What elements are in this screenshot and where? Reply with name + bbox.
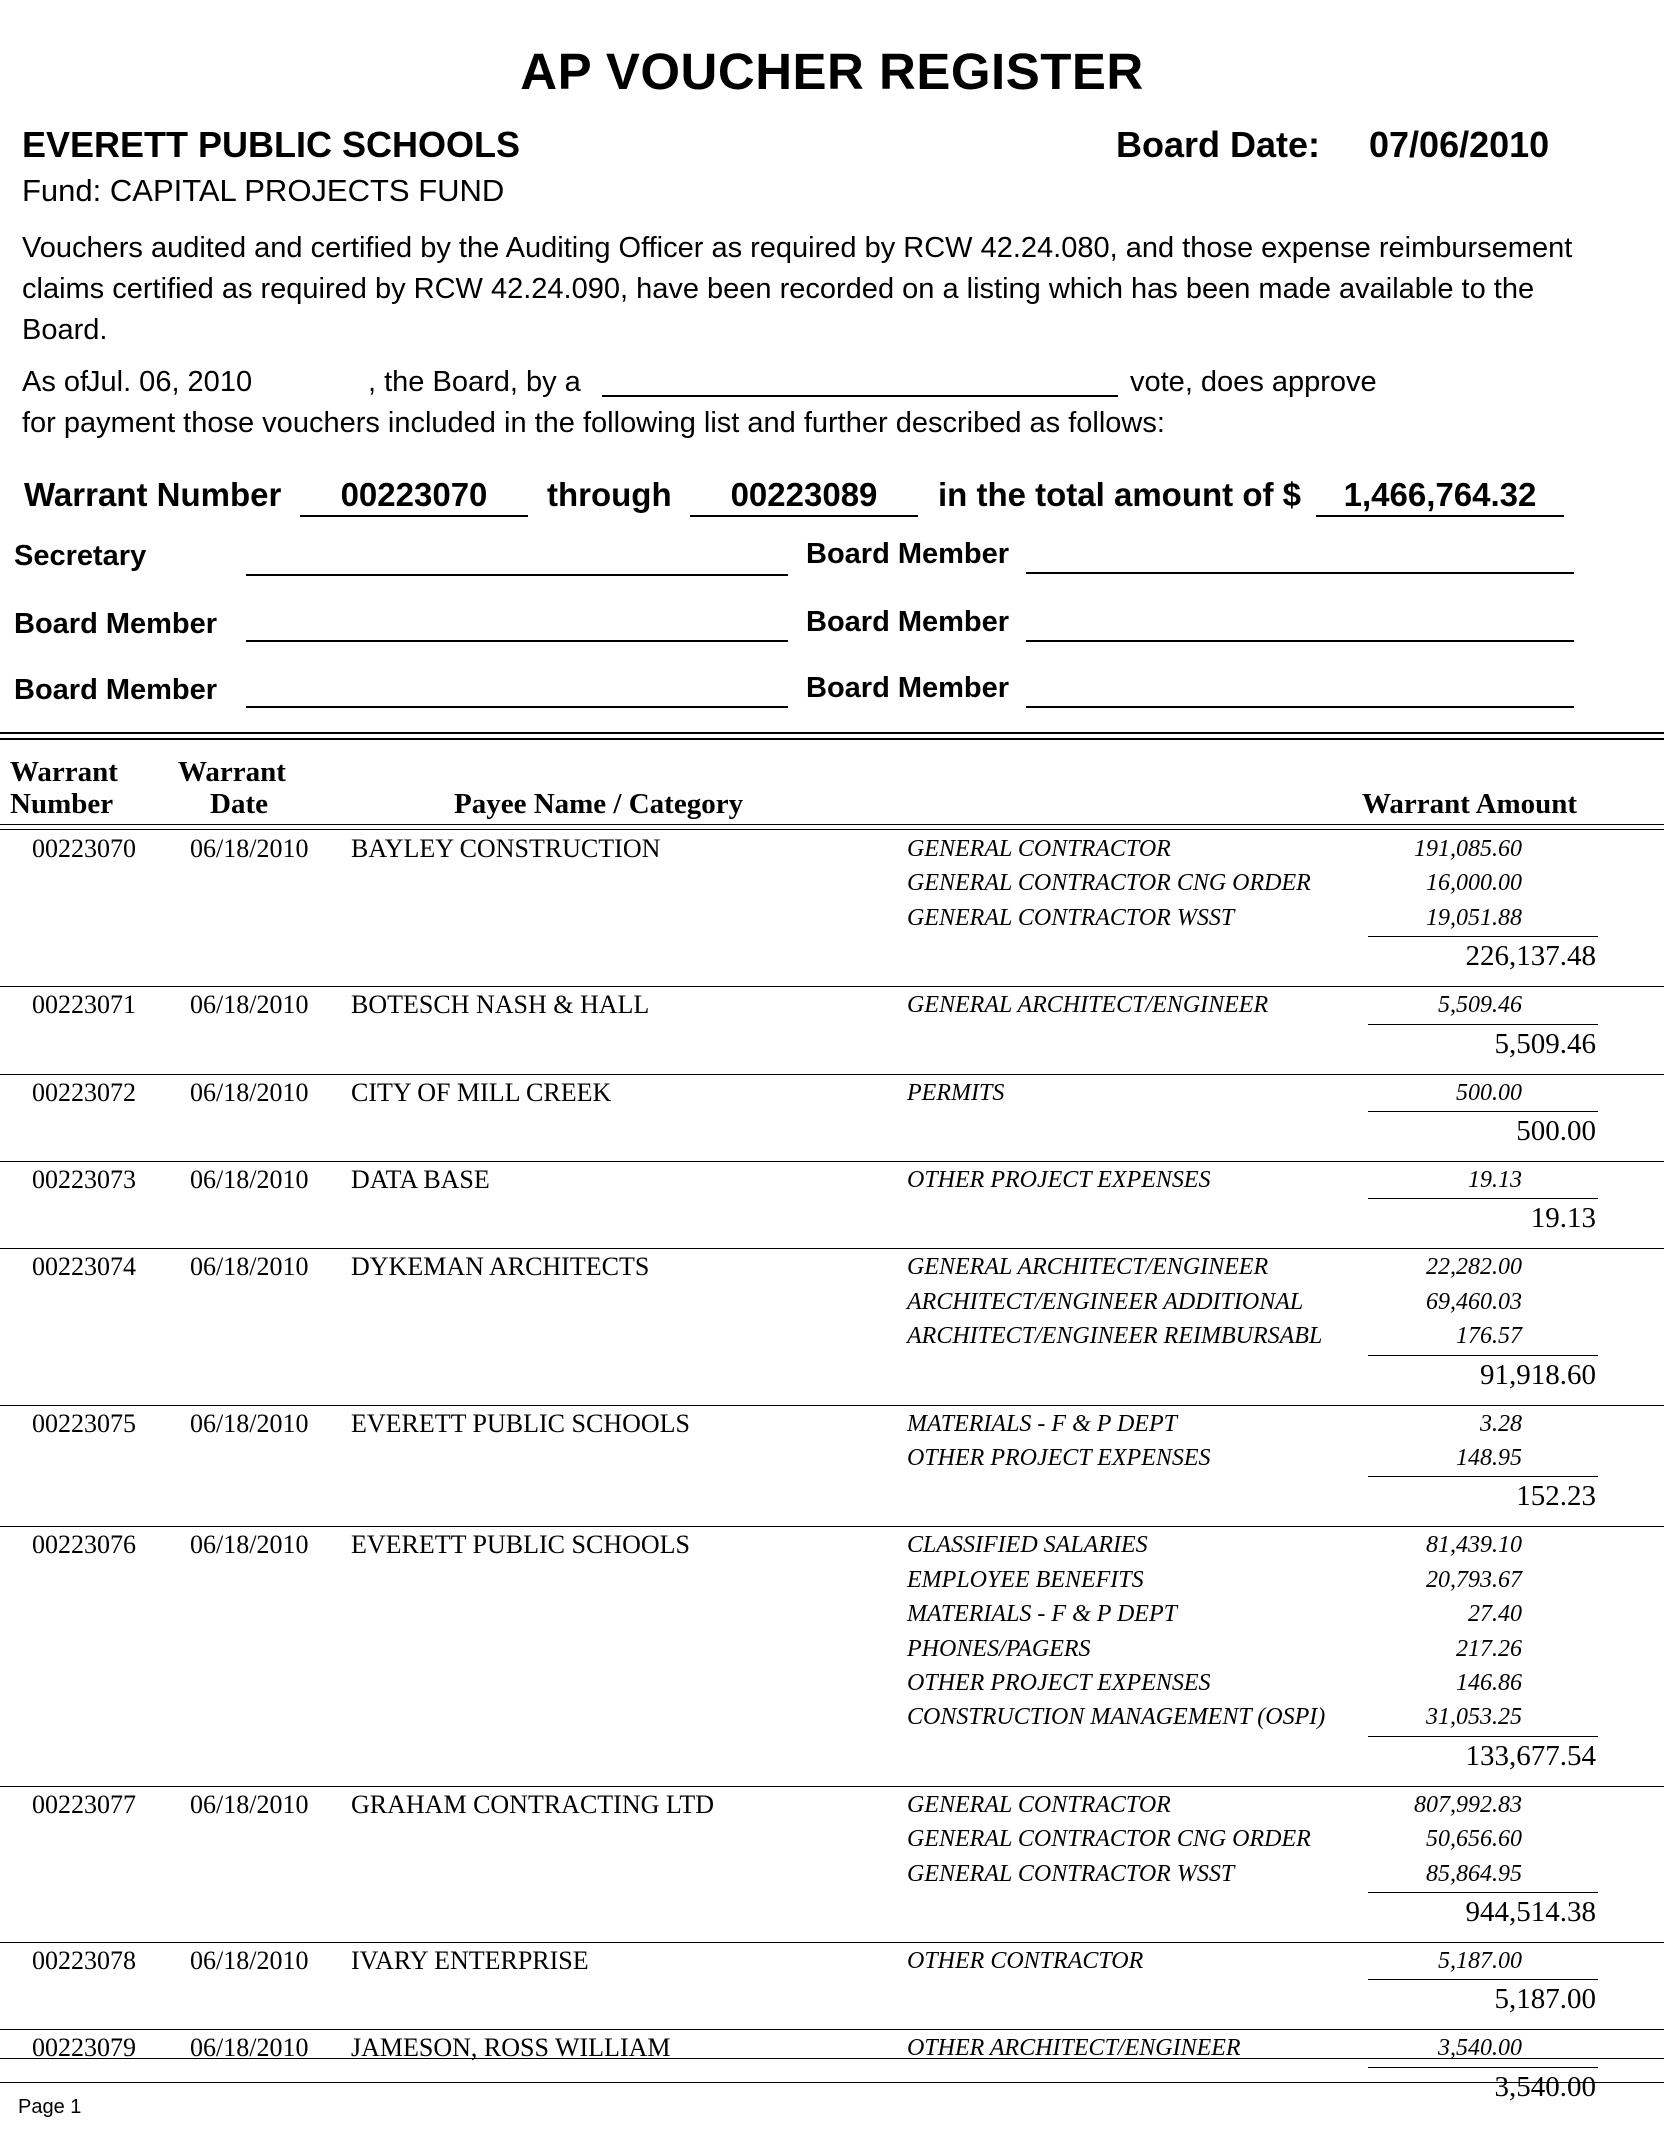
header-rule xyxy=(0,824,1664,825)
category-cell: GENERAL ARCHITECT/ENGINEER xyxy=(907,992,1269,1019)
row-separator xyxy=(0,1074,1664,1075)
category-cell: OTHER CONTRACTOR xyxy=(907,1948,1144,1974)
as-of-date: Jul. 06, 2010 xyxy=(86,366,253,398)
warrant-date-cell: 06/18/2010 xyxy=(190,990,309,1020)
payee-name-cell: BOTESCH NASH & HALL xyxy=(351,990,650,1020)
row-separator xyxy=(0,986,1664,987)
board-member-label: Board Member xyxy=(806,606,1010,638)
table-bottom-rule xyxy=(0,2058,1664,2059)
board-date-label: Board Date: xyxy=(1116,124,1321,165)
board-member-signature-line xyxy=(246,706,788,708)
secretary-label: Secretary xyxy=(14,540,147,572)
payee-name-cell: BAYLEY CONSTRUCTION xyxy=(351,834,661,863)
row-separator xyxy=(0,1942,1664,1943)
category-cell: GENERAL CONTRACTOR CNG ORDER xyxy=(907,1826,1311,1853)
board-member-label: Board Member xyxy=(806,672,1010,704)
warrant-number-cell: 00223075 xyxy=(32,1408,136,1438)
category-cell: CLASSIFIED SALARIES xyxy=(907,1532,1148,1559)
through-label: through xyxy=(547,476,672,513)
subtotal-rule xyxy=(1368,1736,1598,1737)
warrant-date-cell: 06/18/2010 xyxy=(190,1408,309,1438)
secretary-signature-line xyxy=(246,574,788,576)
category-cell: EMPLOYEE BENEFITS xyxy=(907,1566,1144,1593)
category-cell: GENERAL CONTRACTOR xyxy=(907,836,1171,862)
subtotal-rule xyxy=(1368,936,1598,937)
warrant-number-cell: 00223076 xyxy=(32,1530,136,1560)
subtotal-rule xyxy=(1368,1355,1598,1356)
line-amount-cell: 217.26 xyxy=(1456,1635,1522,1662)
board-member-label: Board Member xyxy=(806,538,1010,570)
col-header-warrant-date xyxy=(178,756,286,820)
warrant-number-cell: 00223077 xyxy=(32,1789,136,1819)
row-separator xyxy=(0,1526,1664,1527)
warrant-date-cell: 06/18/2010 xyxy=(190,834,309,863)
warrant-date-cell: 06/18/2010 xyxy=(190,1946,309,1975)
warrant-number-cell: 00223072 xyxy=(32,1077,136,1107)
warrant-total-cell: 3,540.00 xyxy=(1494,2070,1596,2103)
category-cell: GENERAL CONTRACTOR WSST xyxy=(907,904,1235,931)
warrant-total-cell: 5,187.00 xyxy=(1494,1983,1596,2016)
category-cell: GENERAL CONTRACTOR xyxy=(907,1791,1171,1818)
category-cell: GENERAL CONTRACTOR CNG ORDER xyxy=(907,870,1311,897)
col-header-amount: Warrant Amount xyxy=(1362,788,1578,820)
line-amount-cell: 807,992.83 xyxy=(1414,1791,1522,1818)
header-rule xyxy=(0,829,1664,830)
line-amount-cell: 22,282.00 xyxy=(1426,1254,1522,1281)
subtotal-rule xyxy=(1368,1024,1598,1025)
line-amount-cell: 191,085.60 xyxy=(1414,836,1522,862)
warrant-total-cell: 226,137.48 xyxy=(1465,940,1596,973)
fund-label: Fund: CAPITAL PROJECTS FUND xyxy=(22,173,505,208)
category-cell: MATERIALS - F & P DEPT xyxy=(907,1410,1177,1437)
subtotal-rule xyxy=(1368,1198,1598,1199)
line-amount-cell: 19.13 xyxy=(1468,1167,1522,1193)
board-member-signature-line xyxy=(1026,640,1574,642)
category-cell: ARCHITECT/ENGINEER REIMBURSABL xyxy=(907,1323,1323,1350)
warrant-number-cell: 00223071 xyxy=(32,990,136,1020)
category-cell: OTHER PROJECT EXPENSES xyxy=(907,1445,1211,1471)
line-amount-cell: 69,460.03 xyxy=(1426,1288,1522,1315)
table-top-rule xyxy=(0,732,1664,734)
payee-name-cell: GRAHAM CONTRACTING LTD xyxy=(351,1789,715,1819)
payee-name-cell: EVERETT PUBLIC SCHOOLS xyxy=(351,1530,690,1560)
category-cell: PERMITS xyxy=(907,1079,1005,1106)
payee-name-cell: JAMESON, ROSS WILLIAM xyxy=(351,2033,671,2063)
line-amount-cell: 5,509.46 xyxy=(1438,992,1522,1019)
warrant-date-cell: 06/18/2010 xyxy=(190,1077,309,1107)
total-amount-value: 1,466,764.32 xyxy=(1343,476,1537,513)
line-amount-cell: 81,439.10 xyxy=(1426,1532,1522,1559)
line-amount-cell: 19,051.88 xyxy=(1426,904,1522,931)
line-amount-cell: 148.95 xyxy=(1456,1445,1522,1471)
warrant-number-cell: 00223078 xyxy=(32,1946,136,1975)
line-amount-cell: 20,793.67 xyxy=(1426,1566,1522,1593)
warrant-total-cell: 19.13 xyxy=(1530,1202,1596,1235)
warrant-date-cell: 06/18/2010 xyxy=(190,1252,309,1282)
subtotal-rule xyxy=(1368,2067,1598,2068)
line-amount-cell: 16,000.00 xyxy=(1426,870,1522,897)
row-separator xyxy=(0,1405,1664,1406)
subtotal-rule xyxy=(1368,1476,1598,1477)
warrant-total-cell: 500.00 xyxy=(1516,1115,1596,1147)
row-separator xyxy=(0,2029,1664,2030)
warrant-number-cell: 00223079 xyxy=(32,2033,136,2063)
payee-name-cell: DATA BASE xyxy=(351,1165,490,1194)
line-amount-cell: 176.57 xyxy=(1456,1323,1522,1350)
board-member-signature-line xyxy=(246,640,788,642)
category-cell: GENERAL ARCHITECT/ENGINEER xyxy=(907,1254,1269,1281)
row-separator xyxy=(0,1786,1664,1787)
category-cell: CONSTRUCTION MANAGEMENT (OSPI) xyxy=(907,1704,1326,1731)
category-cell: OTHER PROJECT EXPENSES xyxy=(907,1670,1211,1696)
line-amount-cell: 5,187.00 xyxy=(1438,1948,1522,1974)
col-header-text: Number xyxy=(10,788,114,820)
warrant-from: 00223070 xyxy=(340,476,488,513)
line-amount-cell: 85,864.95 xyxy=(1426,1860,1522,1887)
total-amount-underline xyxy=(1316,515,1564,517)
warrant-total-cell: 152.23 xyxy=(1516,1480,1596,1513)
payee-name-cell: CITY OF MILL CREEK xyxy=(351,1077,612,1107)
warrant-number-label: Warrant Number xyxy=(24,476,282,513)
warrant-to: 00223089 xyxy=(730,476,878,513)
line-amount-cell: 27.40 xyxy=(1468,1601,1522,1628)
col-header-payee: Payee Name / Category xyxy=(454,788,744,820)
warrant-total-cell: 133,677.54 xyxy=(1465,1739,1596,1772)
warrant-total-cell: 91,918.60 xyxy=(1480,1358,1596,1391)
category-cell: OTHER PROJECT EXPENSES xyxy=(907,1167,1211,1193)
vote-blank-line xyxy=(602,395,1118,397)
board-member-label: Board Member xyxy=(14,674,218,706)
warrant-number-cell: 00223073 xyxy=(32,1165,136,1194)
line-amount-cell: 500.00 xyxy=(1456,1079,1522,1106)
line-amount-cell: 146.86 xyxy=(1456,1670,1522,1696)
warrant-total-cell: 944,514.38 xyxy=(1465,1896,1596,1928)
table-top-rule xyxy=(0,738,1664,740)
page-bottom-rule xyxy=(0,2082,1664,2083)
col-header-text: Warrant xyxy=(10,756,118,788)
warrant-date-cell: 06/18/2010 xyxy=(190,1789,309,1819)
line-amount-cell: 31,053.25 xyxy=(1426,1704,1522,1731)
as-of-label: As of xyxy=(22,366,89,398)
page-title: AP VOUCHER REGISTER xyxy=(520,43,1144,100)
district-name: EVERETT PUBLIC SCHOOLS xyxy=(22,124,521,165)
row-separator xyxy=(0,1161,1664,1162)
category-cell: ARCHITECT/ENGINEER ADDITIONAL xyxy=(907,1288,1304,1315)
total-amount-label: in the total amount of $ xyxy=(938,476,1301,513)
for-payment-text: for payment those vouchers included in the following list and further described as follows: xyxy=(22,407,1165,439)
board-member-signature-line xyxy=(1026,706,1574,708)
vote-approve-text: vote, does approve xyxy=(1130,366,1377,398)
board-member-label: Board Member xyxy=(14,608,218,640)
board-member-signature-line xyxy=(1026,572,1574,574)
category-cell: MATERIALS - F & P DEPT xyxy=(907,1601,1177,1628)
category-cell: OTHER ARCHITECT/ENGINEER xyxy=(907,2035,1241,2062)
payee-name-cell: EVERETT PUBLIC SCHOOLS xyxy=(351,1408,690,1438)
line-amount-cell: 3,540.00 xyxy=(1438,2035,1522,2062)
warrant-number-cell: 00223070 xyxy=(32,834,136,863)
category-cell: PHONES/PAGERS xyxy=(907,1635,1091,1662)
payee-name-cell: DYKEMAN ARCHITECTS xyxy=(351,1252,650,1282)
col-header-text: Date xyxy=(210,788,268,820)
line-amount-cell: 3.28 xyxy=(1480,1410,1522,1437)
certification-text: Vouchers audited and certified by the Auditing Officer as required by RCW 42.24.080, and those expense reimbursement claims certified as required by RCW 42.24.090, have been recorded on a listing which has been made available to the Board. xyxy=(22,232,1573,346)
warrant-to-underline xyxy=(690,515,918,517)
col-header-text: Warrant xyxy=(178,756,286,788)
page-number: Page 1 xyxy=(18,2096,82,2118)
warrant-date-cell: 06/18/2010 xyxy=(190,1165,309,1194)
warrant-date-cell: 06/18/2010 xyxy=(190,1530,309,1560)
subtotal-rule xyxy=(1368,1111,1598,1112)
subtotal-rule xyxy=(1368,1979,1598,1980)
row-separator xyxy=(0,1248,1664,1249)
col-header-warrant-number xyxy=(10,756,118,820)
board-by-text: , the Board, by a xyxy=(368,366,581,398)
warrant-from-underline xyxy=(300,515,528,517)
warrant-total-cell: 5,509.46 xyxy=(1494,1027,1596,1060)
category-cell: GENERAL CONTRACTOR WSST xyxy=(907,1860,1235,1887)
board-date-value: 07/06/2010 xyxy=(1369,124,1550,165)
warrant-number-cell: 00223074 xyxy=(32,1252,136,1282)
payee-name-cell: IVARY ENTERPRISE xyxy=(351,1946,589,1975)
subtotal-rule xyxy=(1368,1892,1598,1893)
line-amount-cell: 50,656.60 xyxy=(1426,1826,1522,1853)
warrant-date-cell: 06/18/2010 xyxy=(190,2033,309,2063)
